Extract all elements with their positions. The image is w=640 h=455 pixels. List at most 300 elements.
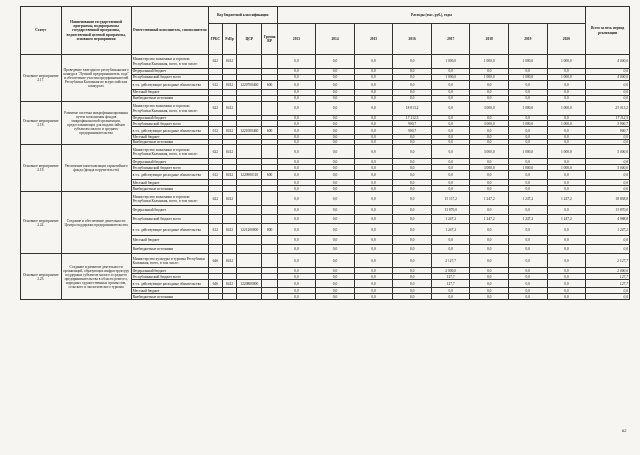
- year-value-cell: 0,0: [316, 81, 355, 90]
- year-value-cell: 0,0: [393, 180, 432, 186]
- year-value-cell: 0,0: [470, 254, 509, 268]
- year-value-cell: 0,0: [277, 236, 316, 245]
- year-value-cell: 0,0: [393, 140, 432, 145]
- executor-cell: в т.ч. действующие расходные обязательства: [131, 127, 208, 135]
- total-cell: 17 112,5: [586, 116, 630, 121]
- year-value-cell: 0,0: [509, 96, 548, 102]
- year-value-cell: 0,0: [316, 165, 355, 171]
- year-value-cell: 0,0: [316, 245, 355, 254]
- total-cell: 18 858,8: [586, 192, 630, 206]
- year-value-cell: 0,0: [277, 75, 316, 81]
- year-value-cell: 0,0: [354, 294, 393, 300]
- vr-cell: [262, 294, 277, 300]
- vr-cell: [262, 236, 277, 245]
- year-value-cell: 0,0: [277, 145, 316, 159]
- executor-cell: Местный бюджет: [131, 236, 208, 245]
- table-row: [21, 254, 630, 268]
- total-cell: 2 127,7: [586, 254, 630, 268]
- header-row-1: [21, 7, 630, 24]
- executor-cell: Министерство экономики и торговли Республики Калмыкия, всего, в том числе:: [131, 55, 208, 69]
- year-value-cell: 0,0: [547, 294, 586, 300]
- rzpr-cell: [222, 206, 236, 215]
- year-value-cell: 0,0: [393, 236, 432, 245]
- measure-status: Основное мероприятие 2.22.: [21, 192, 62, 254]
- year-value-cell: 1 000,0: [509, 145, 548, 159]
- csr-cell: [237, 145, 262, 159]
- rzpr-cell: [222, 215, 236, 224]
- measure-status: Основное мероприятие 2.19.: [21, 145, 62, 192]
- year-value-cell: 0,0: [316, 102, 355, 116]
- measure-name: Развитие системы микрофинансирования путем пополнения фондов микрофинансовой организации, предоставляющих для выдачи займов субъектам малого и среднего предпринимательства: [61, 102, 131, 145]
- rzpr-cell: 0412: [222, 145, 236, 159]
- year-value-cell: 0,0: [547, 135, 586, 140]
- year-value-cell: 1 000,0: [509, 75, 548, 81]
- year-value-cell: 0,0: [354, 127, 393, 135]
- vr-cell: [262, 145, 277, 159]
- year-value-cell: 0,0: [547, 116, 586, 121]
- executor-cell: Внебюджетные источники: [131, 186, 208, 192]
- year-value-cell: 0,0: [431, 135, 470, 140]
- table-row: [21, 102, 630, 116]
- year-value-cell: 0,0: [547, 274, 586, 280]
- year-value-cell: 0,0: [316, 90, 355, 96]
- rzpr-cell: 0412: [222, 224, 236, 236]
- measure-status: Основное мероприятие 2.23.: [21, 254, 62, 300]
- year-value-cell: 3 000,0: [470, 145, 509, 159]
- year-value-cell: 0,0: [277, 55, 316, 69]
- total-cell: 0,0: [586, 96, 630, 102]
- executor-cell: Федеральный бюджет: [131, 268, 208, 274]
- year-value-cell: 0,0: [393, 55, 432, 69]
- year-value-cell: 0,0: [354, 274, 393, 280]
- year-value-cell: 1 247,2: [547, 215, 586, 224]
- year-value-cell: 0,0: [509, 140, 548, 145]
- col-header-executor: Ответственный исполнитель, соисполнители: [131, 7, 208, 55]
- total-cell: 0,0: [586, 69, 630, 75]
- year-value-cell: 0,0: [354, 236, 393, 245]
- year-value-cell: 0,0: [316, 236, 355, 245]
- rzpr-cell: [222, 294, 236, 300]
- year-value-cell: 0,0: [316, 135, 355, 140]
- year-value-cell: 0,0: [547, 254, 586, 268]
- year-value-cell: 0,0: [470, 180, 509, 186]
- year-value-cell: 0,0: [431, 121, 470, 127]
- executor-cell: Министерство экономики и торговли Республики Калмыкия, всего, в том числе:: [131, 192, 208, 206]
- year-value-cell: 0,0: [431, 140, 470, 145]
- year-value-cell: 900,7: [393, 127, 432, 135]
- year-value-cell: 17 112,5: [393, 116, 432, 121]
- year-value-cell: 0,0: [393, 288, 432, 294]
- total-cell: 2 000,0: [586, 268, 630, 274]
- year-value-cell: 0,0: [277, 116, 316, 121]
- year-value-cell: 0,0: [393, 186, 432, 192]
- executor-cell: Республиканский бюджет всего: [131, 274, 208, 280]
- csr-cell: [237, 102, 262, 116]
- csr-cell: 1220900110: [237, 171, 262, 180]
- year-value-cell: 0,0: [431, 116, 470, 121]
- csr-cell: 1220800000: [237, 280, 262, 288]
- year-value-cell: 0,0: [393, 96, 432, 102]
- year-value-cell: 0,0: [470, 69, 509, 75]
- year-value-cell: 0,0: [277, 192, 316, 206]
- col-header-code: Группа ВР: [262, 24, 277, 55]
- year-value-cell: 0,0: [277, 140, 316, 145]
- year-value-cell: 0,0: [316, 215, 355, 224]
- year-value-cell: 0,0: [277, 135, 316, 140]
- year-value-cell: 0,0: [509, 90, 548, 96]
- year-value-cell: 1 000,0: [431, 75, 470, 81]
- year-value-cell: 0,0: [547, 96, 586, 102]
- executor-cell: Федеральный бюджет: [131, 206, 208, 215]
- col-header-expenses: Расходы (тыс. руб.), годы: [277, 7, 585, 24]
- vr-cell: [262, 206, 277, 215]
- year-value-cell: 0,0: [509, 135, 548, 140]
- year-value-cell: 0,0: [316, 288, 355, 294]
- rzpr-cell: 0412: [222, 55, 236, 69]
- year-value-cell: 0,0: [547, 171, 586, 180]
- year-value-cell: 1 247,2: [470, 192, 509, 206]
- col-header-total: Всего за весь период реализации: [586, 7, 630, 55]
- year-value-cell: 1 000,0: [547, 121, 586, 127]
- year-value-cell: 0,0: [393, 171, 432, 180]
- page-number: 62: [622, 428, 627, 433]
- grbs-cell: [208, 206, 222, 215]
- executor-cell: Министерство экономики и торговли Республики Калмыкия, всего, в том числе:: [131, 145, 208, 159]
- grbs-cell: 622: [208, 55, 222, 69]
- grbs-cell: 622: [208, 145, 222, 159]
- rzpr-cell: 0412: [222, 280, 236, 288]
- year-value-cell: 1 000,0: [509, 55, 548, 69]
- executor-cell: Внебюджетные источники: [131, 140, 208, 145]
- year-value-cell: 0,0: [547, 206, 586, 215]
- year-value-cell: 1 000,0: [431, 55, 470, 69]
- rzpr-cell: 0412: [222, 102, 236, 116]
- grbs-cell: 612: [208, 224, 222, 236]
- year-value-cell: 0,0: [277, 215, 316, 224]
- executor-cell: Местный бюджет: [131, 90, 208, 96]
- year-value-cell: 0,0: [277, 254, 316, 268]
- year-value-cell: 0,0: [393, 69, 432, 75]
- year-value-cell: 0,0: [316, 145, 355, 159]
- total-cell: 23 013,2: [586, 102, 630, 116]
- year-value-cell: 900,7: [393, 121, 432, 127]
- executor-cell: Республиканский бюджет всего: [131, 215, 208, 224]
- executor-cell: Федеральный бюджет: [131, 69, 208, 75]
- year-value-cell: 0,0: [509, 274, 548, 280]
- year-value-cell: 0,0: [470, 288, 509, 294]
- year-value-cell: 0,0: [393, 206, 432, 215]
- csr-cell: 1220700460: [237, 81, 262, 90]
- year-value-cell: 0,0: [316, 171, 355, 180]
- year-value-cell: 0,0: [354, 102, 393, 116]
- year-value-cell: 0,0: [316, 192, 355, 206]
- year-value-cell: 3 000,0: [470, 121, 509, 127]
- executor-cell: Внебюджетные источники: [131, 294, 208, 300]
- year-value-cell: 0,0: [316, 294, 355, 300]
- year-value-cell: 0,0: [354, 165, 393, 171]
- year-value-cell: 0,0: [316, 116, 355, 121]
- year-value-cell: 0,0: [316, 140, 355, 145]
- year-value-cell: 0,0: [470, 135, 509, 140]
- year-value-cell: 0,0: [316, 159, 355, 165]
- year-value-cell: 0,0: [547, 81, 586, 90]
- total-cell: 1 247,2: [586, 224, 630, 236]
- year-value-cell: 0,0: [393, 274, 432, 280]
- grbs-cell: 646: [208, 280, 222, 288]
- total-cell: 0,0: [586, 288, 630, 294]
- year-value-cell: 0,0: [431, 171, 470, 180]
- total-cell: 127,7: [586, 280, 630, 288]
- total-cell: 5 000,0: [586, 145, 630, 159]
- year-value-cell: 0,0: [431, 180, 470, 186]
- executor-cell: Федеральный бюджет: [131, 159, 208, 165]
- year-value-cell: 0,0: [354, 206, 393, 215]
- table-row: [21, 145, 630, 159]
- csr-cell: [237, 55, 262, 69]
- total-cell: 5 900,7: [586, 121, 630, 127]
- year-value-cell: 0,0: [393, 215, 432, 224]
- table-row: [21, 192, 630, 206]
- year-value-cell: 0,0: [354, 180, 393, 186]
- year-value-cell: 0,0: [316, 224, 355, 236]
- year-value-cell: 0,0: [393, 159, 432, 165]
- year-value-cell: 0,0: [470, 90, 509, 96]
- year-value-cell: 0,0: [277, 69, 316, 75]
- rzpr-cell: [222, 245, 236, 254]
- year-value-cell: 0,0: [431, 81, 470, 90]
- year-value-cell: 0,0: [354, 224, 393, 236]
- year-value-cell: 0,0: [470, 81, 509, 90]
- year-value-cell: 0,0: [547, 127, 586, 135]
- executor-cell: Республиканский бюджет всего: [131, 75, 208, 81]
- year-value-cell: 0,0: [354, 135, 393, 140]
- year-value-cell: 1 000,0: [509, 121, 548, 127]
- col-header-year: 2016: [393, 24, 432, 55]
- year-value-cell: 2 127,7: [431, 254, 470, 268]
- year-value-cell: 0,0: [509, 294, 548, 300]
- col-header-code: ЦСР: [237, 24, 262, 55]
- table-row: [21, 55, 630, 69]
- year-value-cell: 0,0: [547, 224, 586, 236]
- col-header-status: Статус: [21, 7, 62, 55]
- year-value-cell: 0,0: [316, 186, 355, 192]
- year-value-cell: 0,0: [547, 280, 586, 288]
- year-value-cell: 0,0: [431, 294, 470, 300]
- grbs-cell: 622: [208, 192, 222, 206]
- total-cell: 4 988,8: [586, 215, 630, 224]
- year-value-cell: 0,0: [316, 55, 355, 69]
- executor-cell: Министерство экономики и торговли Республики Калмыкия, всего, в том числе:: [131, 102, 208, 116]
- rzpr-cell: 0412: [222, 81, 236, 90]
- year-value-cell: 0,0: [277, 121, 316, 127]
- year-value-cell: 0,0: [277, 268, 316, 274]
- year-value-cell: 0,0: [470, 236, 509, 245]
- grbs-cell: 622: [208, 102, 222, 116]
- rzpr-cell: [222, 236, 236, 245]
- vr-cell: [262, 102, 277, 116]
- year-value-cell: 1 000,0: [470, 55, 509, 69]
- year-value-cell: 0,0: [431, 69, 470, 75]
- executor-cell: Республиканский бюджет всего: [131, 121, 208, 127]
- year-value-cell: 0,0: [509, 236, 548, 245]
- year-value-cell: 0,0: [470, 206, 509, 215]
- total-cell: 5 000,0: [586, 165, 630, 171]
- year-value-cell: 0,0: [316, 75, 355, 81]
- year-value-cell: 1 247,2: [431, 224, 470, 236]
- year-value-cell: 0,0: [354, 140, 393, 145]
- year-value-cell: 0,0: [277, 288, 316, 294]
- year-value-cell: 0,0: [393, 268, 432, 274]
- csr-cell: [237, 236, 262, 245]
- total-cell: 0,0: [586, 81, 630, 90]
- total-cell: 0,0: [586, 90, 630, 96]
- grbs-cell: [208, 215, 222, 224]
- col-header-year: 2019: [509, 24, 548, 55]
- col-header-year: 2017: [431, 24, 470, 55]
- year-value-cell: 0,0: [470, 96, 509, 102]
- year-value-cell: 0,0: [316, 268, 355, 274]
- year-value-cell: 0,0: [509, 245, 548, 254]
- year-value-cell: 0,0: [354, 145, 393, 159]
- total-cell: 0,0: [586, 171, 630, 180]
- year-value-cell: 0,0: [431, 288, 470, 294]
- year-value-cell: 0,0: [277, 81, 316, 90]
- year-value-cell: 0,0: [509, 268, 548, 274]
- csr-cell: [237, 215, 262, 224]
- executor-cell: Внебюджетные источники: [131, 96, 208, 102]
- col-header-code: ГРБС: [208, 24, 222, 55]
- year-value-cell: 0,0: [354, 55, 393, 69]
- year-value-cell: 0,0: [470, 294, 509, 300]
- year-value-cell: 0,0: [509, 280, 548, 288]
- measure-name: Создание и обеспечение деятельности Центра поддержки предпринимательства: [61, 192, 131, 254]
- year-value-cell: 0,0: [509, 116, 548, 121]
- year-value-cell: 0,0: [277, 245, 316, 254]
- executor-cell: Федеральный бюджет: [131, 116, 208, 121]
- col-header-year: 2020: [547, 24, 586, 55]
- year-value-cell: 1 000,0: [509, 165, 548, 171]
- year-value-cell: 0,0: [547, 140, 586, 145]
- year-value-cell: 3 000,0: [470, 165, 509, 171]
- csr-cell: [237, 294, 262, 300]
- year-value-cell: 0,0: [431, 90, 470, 96]
- col-header-year: 2015: [354, 24, 393, 55]
- year-value-cell: 0,0: [547, 268, 586, 274]
- year-value-cell: 0,0: [547, 245, 586, 254]
- col-header-year: 2013: [277, 24, 316, 55]
- total-cell: 0,0: [586, 135, 630, 140]
- year-value-cell: 1 000,0: [547, 145, 586, 159]
- year-value-cell: 0,0: [277, 280, 316, 288]
- year-value-cell: 0,0: [277, 274, 316, 280]
- year-value-cell: 0,0: [470, 140, 509, 145]
- year-value-cell: 0,0: [277, 224, 316, 236]
- year-value-cell: 127,7: [431, 274, 470, 280]
- vr-cell: 600: [262, 127, 277, 135]
- year-value-cell: 0,0: [316, 274, 355, 280]
- col-header-code: РзПр: [222, 24, 236, 55]
- year-value-cell: 0,0: [509, 288, 548, 294]
- grbs-cell: [208, 294, 222, 300]
- year-value-cell: 0,0: [354, 186, 393, 192]
- csr-cell: [237, 245, 262, 254]
- year-value-cell: 0,0: [277, 102, 316, 116]
- year-value-cell: 0,0: [354, 280, 393, 288]
- year-value-cell: 0,0: [393, 245, 432, 254]
- year-value-cell: 13 870,0: [431, 206, 470, 215]
- year-value-cell: 1 000,0: [547, 75, 586, 81]
- rzpr-cell: 0412: [222, 171, 236, 180]
- year-value-cell: 0,0: [470, 268, 509, 274]
- year-value-cell: 0,0: [277, 127, 316, 135]
- year-value-cell: 0,0: [509, 254, 548, 268]
- year-value-cell: 0,0: [547, 186, 586, 192]
- executor-cell: Местный бюджет: [131, 288, 208, 294]
- year-value-cell: 0,0: [431, 102, 470, 116]
- year-value-cell: 0,0: [509, 206, 548, 215]
- year-value-cell: 0,0: [393, 280, 432, 288]
- year-value-cell: 0,0: [393, 294, 432, 300]
- executor-cell: Республиканский бюджет всего: [131, 165, 208, 171]
- executor-cell: Министерство культуры и туризма Республики Калмыкия, всего, в том числе:: [131, 254, 208, 268]
- year-value-cell: 0,0: [431, 96, 470, 102]
- year-value-cell: 3 000,0: [470, 102, 509, 116]
- total-cell: 127,7: [586, 274, 630, 280]
- year-value-cell: 0,0: [547, 69, 586, 75]
- executor-cell: в т.ч. действующие расходные обязательства: [131, 280, 208, 288]
- year-value-cell: 0,0: [354, 159, 393, 165]
- year-value-cell: 0,0: [354, 81, 393, 90]
- year-value-cell: 0,0: [354, 268, 393, 274]
- grbs-cell: [208, 245, 222, 254]
- year-value-cell: 0,0: [509, 159, 548, 165]
- year-value-cell: 0,0: [509, 69, 548, 75]
- measure-status: Основное мероприятие 2.17.: [21, 55, 62, 102]
- year-value-cell: 0,0: [509, 171, 548, 180]
- table-body: [21, 55, 630, 300]
- year-value-cell: 0,0: [431, 165, 470, 171]
- total-cell: 0,0: [586, 236, 630, 245]
- year-value-cell: 0,0: [470, 274, 509, 280]
- year-value-cell: 0,0: [547, 180, 586, 186]
- year-value-cell: 0,0: [316, 96, 355, 102]
- csr-cell: [237, 192, 262, 206]
- measure-name: Проведение ежегодного республиканского конкурса "Лучший предприниматель года" и обеспечение участия предпринимателей Республики Калмыкия во всероссийских конкурсах: [61, 55, 131, 102]
- year-value-cell: 0,0: [316, 254, 355, 268]
- year-value-cell: 0,0: [354, 192, 393, 206]
- year-value-cell: 0,0: [431, 236, 470, 245]
- total-cell: 0,0: [586, 140, 630, 145]
- col-header-year: 2014: [316, 24, 355, 55]
- year-value-cell: 0,0: [354, 171, 393, 180]
- year-value-cell: 0,0: [393, 254, 432, 268]
- vr-cell: [262, 55, 277, 69]
- csr-cell: [237, 206, 262, 215]
- year-value-cell: 0,0: [354, 116, 393, 121]
- measure-status: Основное мероприятие 2.18.: [21, 102, 62, 145]
- year-value-cell: 0,0: [316, 121, 355, 127]
- vr-cell: 800: [262, 224, 277, 236]
- year-value-cell: 0,0: [393, 75, 432, 81]
- vr-cell: 600: [262, 81, 277, 90]
- year-value-cell: 0,0: [470, 171, 509, 180]
- year-value-cell: 0,0: [431, 159, 470, 165]
- year-value-cell: 0,0: [393, 224, 432, 236]
- year-value-cell: 0,0: [316, 69, 355, 75]
- year-value-cell: 15 117,2: [431, 192, 470, 206]
- executor-cell: Внебюджетные источники: [131, 245, 208, 254]
- grbs-cell: 612: [208, 127, 222, 135]
